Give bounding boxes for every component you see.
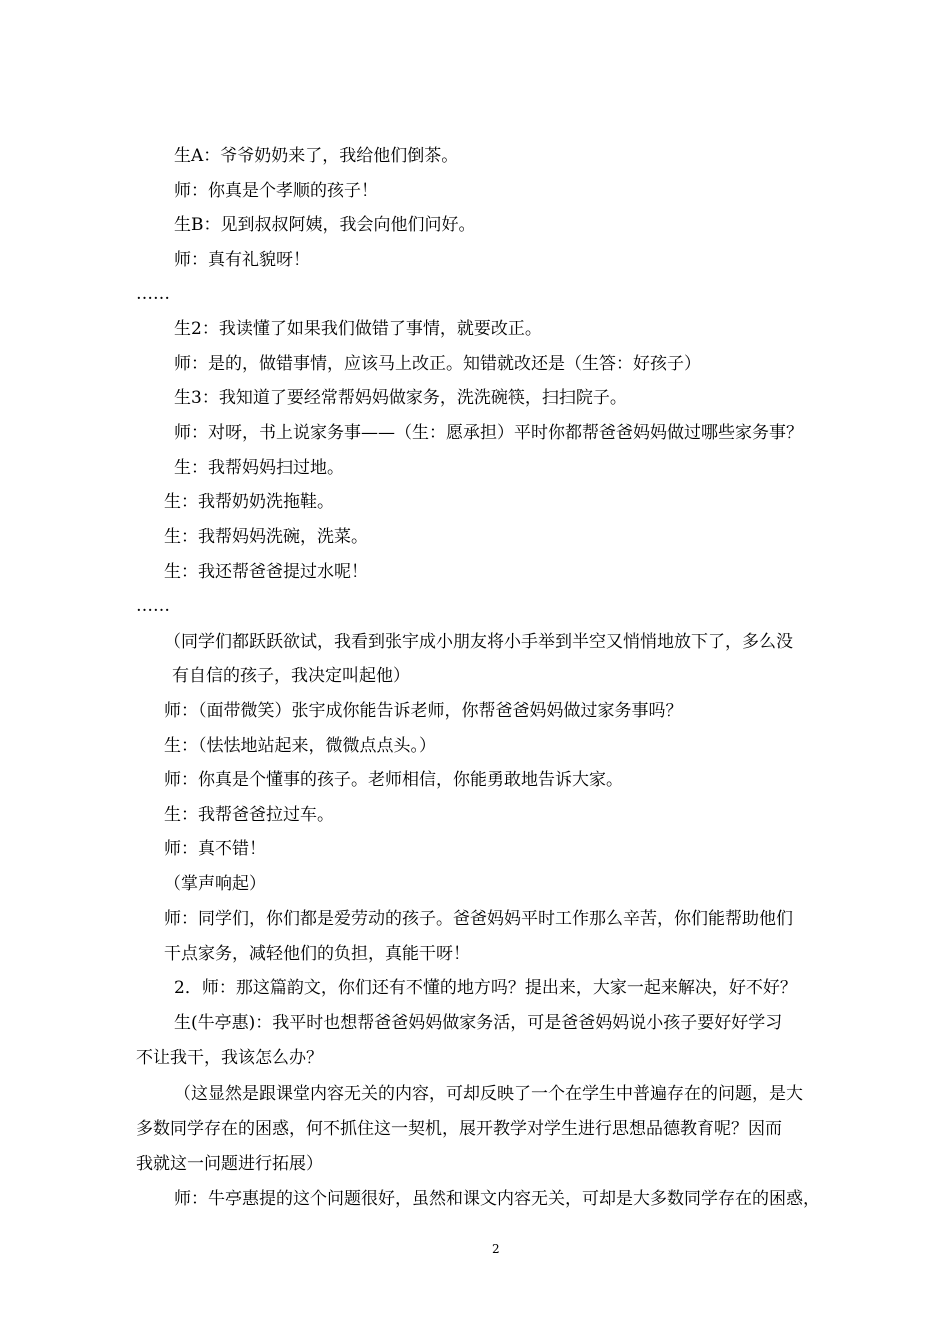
ellipsis-line: …… bbox=[136, 284, 170, 304]
text-line: 师：牛亭惠提的这个问题很好，虽然和课文内容无关，可却是大多数同学存在的困惑， bbox=[174, 1189, 820, 1209]
text-line: 师：是的，做错事情，应该马上改正。知错就改还是（生答：好孩子） bbox=[174, 354, 701, 374]
text-line: （这显然是跟课堂内容无关的内容，可却反映了一个在学生中普遍存在的问题，是大 bbox=[174, 1084, 803, 1104]
text-line: 师：真不错！ bbox=[164, 839, 266, 859]
text-line: 不让我干，我该怎么办？ bbox=[136, 1048, 323, 1068]
text-line: 生A：爷爷奶奶来了，我给他们倒茶。 bbox=[174, 146, 459, 166]
text-line: 师：（面带微笑）张宇成你能告诉老师，你帮爸爸妈妈做过家务事吗？ bbox=[164, 701, 683, 721]
text-line: 生：我帮爸爸拉过车。 bbox=[164, 805, 334, 825]
text-line: 生：我帮妈妈扫过地。 bbox=[174, 458, 344, 478]
text-line: 2．师：那这篇韵文，你们还有不懂的地方吗？提出来，大家一起来解决，好不好？ bbox=[174, 978, 797, 998]
page-number: 2 bbox=[492, 1242, 500, 1256]
ellipsis-line: …… bbox=[136, 596, 170, 616]
text-line: 多数同学存在的困惑，何不抓住这一契机，展开教学对学生进行思想品德教育呢？因而 bbox=[136, 1119, 782, 1139]
text-line: 生3：我知道了要经常帮妈妈做家务，洗洗碗筷，扫扫院子。 bbox=[174, 388, 627, 408]
text-line: 师：真有礼貌呀！ bbox=[174, 250, 310, 270]
text-line: 生2：我读懂了如果我们做错了事情，就要改正。 bbox=[174, 319, 542, 339]
text-line: 生：我帮妈妈洗碗，洗菜。 bbox=[164, 527, 368, 547]
text-line: 干点家务，减轻他们的负担，真能干呀！ bbox=[164, 944, 470, 964]
text-line: 师：同学们，你们都是爱劳动的孩子。爸爸妈妈平时工作那么辛苦，你们能帮助他们 bbox=[164, 909, 793, 929]
text-line: 师：对呀，书上说家务事——（生：愿承担）平时你都帮爸爸妈妈做过哪些家务事？ bbox=[174, 423, 803, 443]
text-line: （掌声响起） bbox=[164, 874, 266, 894]
text-line: 有自信的孩子，我决定叫起他） bbox=[172, 666, 410, 686]
text-line: 生B：见到叔叔阿姨，我会向他们问好。 bbox=[174, 215, 476, 235]
text-line: 师：你真是个孝顺的孩子！ bbox=[174, 181, 378, 201]
text-line: （同学们都跃跃欲试，我看到张宇成小朋友将小手举到半空又悄悄地放下了，多么没 bbox=[164, 632, 793, 652]
text-line: 生：（怯怯地站起来，微微点点头。） bbox=[164, 736, 436, 756]
text-line: 师：你真是个懂事的孩子。老师相信，你能勇敢地告诉大家。 bbox=[164, 770, 623, 790]
text-line: 生：我帮奶奶洗拖鞋。 bbox=[164, 492, 334, 512]
text-line: 生：我还帮爸爸提过水呢！ bbox=[164, 562, 368, 582]
text-line: 生(牛亭惠)：我平时也想帮爸爸妈妈做家务活，可是爸爸妈妈说小孩子要好好学习 bbox=[174, 1013, 783, 1033]
text-line: 我就这一问题进行拓展） bbox=[136, 1154, 323, 1174]
